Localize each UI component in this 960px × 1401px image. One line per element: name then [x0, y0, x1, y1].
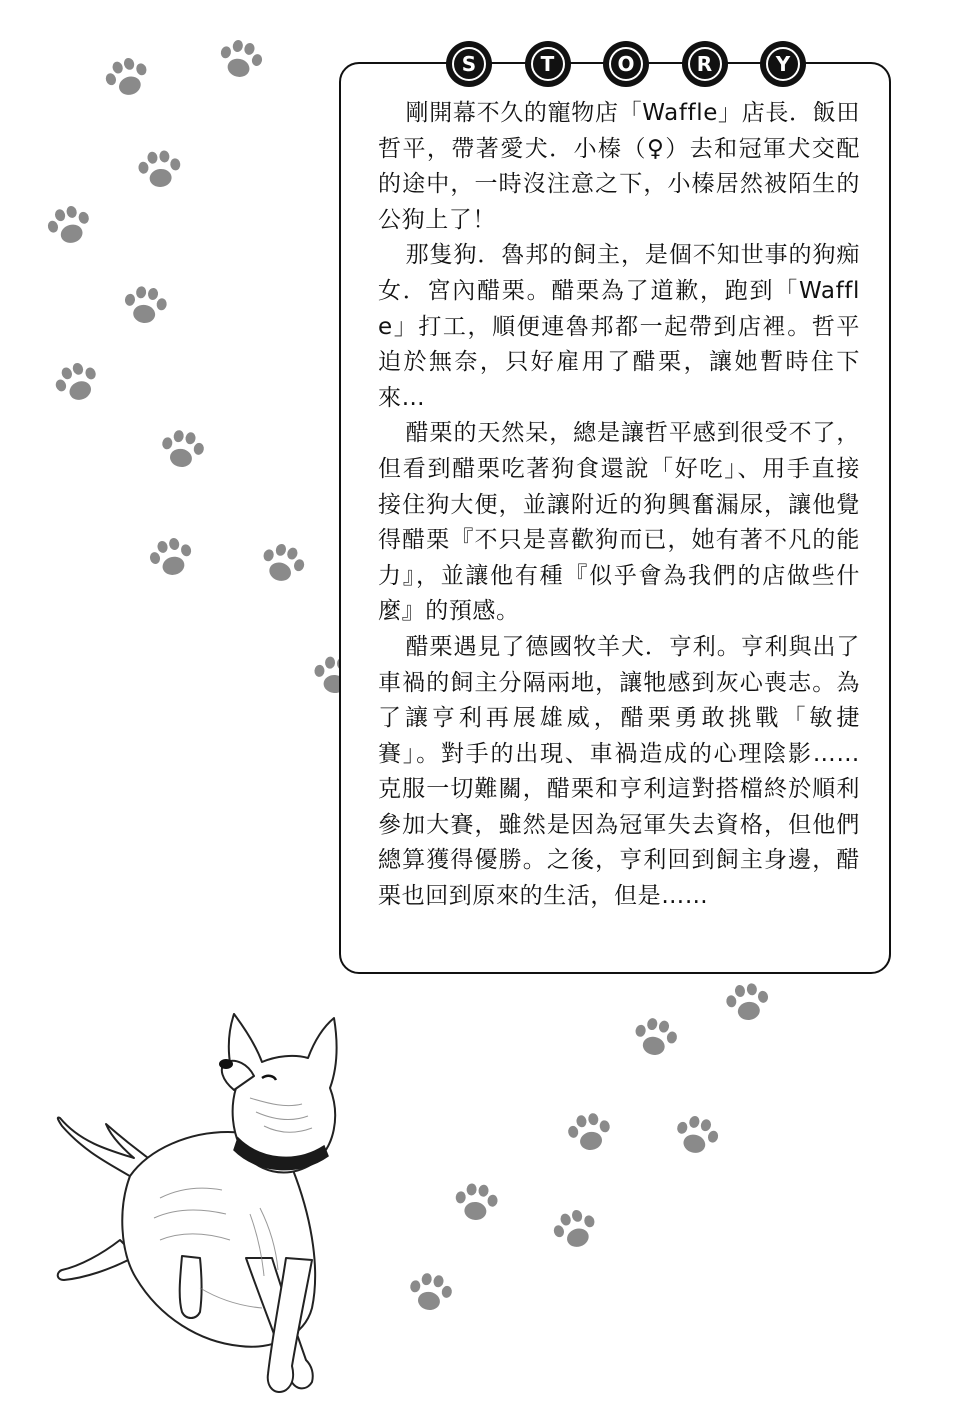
title-letter-r: R: [682, 41, 728, 87]
paw-print-icon: [216, 37, 265, 82]
paw-print-icon: [672, 1112, 722, 1158]
paw-print-icon: [454, 1182, 500, 1222]
dog-illustration: [50, 1008, 370, 1398]
paw-print-icon: [51, 358, 103, 407]
dog-hind-foot: [180, 1256, 202, 1318]
paw-print-icon: [550, 1206, 601, 1253]
title-letter-o: O: [603, 41, 649, 87]
paw-print-icon: [257, 540, 308, 587]
title-letter-y: Y: [760, 41, 806, 87]
paw-print-icon: [631, 1015, 680, 1059]
paw-print-icon: [724, 981, 771, 1022]
story-paragraph-1: 剛開幕不久的寵物店「Waffle」店長．飯田哲平，帶著愛犬．小榛（♀）去和冠軍犬交配的途中，一時沒注意之下，小榛居然被陌生的公狗上了！: [378, 100, 860, 233]
paw-print-icon: [159, 428, 207, 471]
story-title: [446, 40, 806, 88]
paw-print-icon: [147, 535, 196, 580]
story-text: [378, 96, 860, 915]
paw-print-icon: [137, 149, 183, 189]
paw-print-icon: [566, 1111, 614, 1154]
story-paragraph-2: 那隻狗．魯邦的飼主，是個不知世事的狗痴女．宮內醋栗。醋栗為了道歉，跑到「Waffle」打工，順便連魯邦都一起帶到店裡。哲平迫於無奈，只好雇用了醋栗，讓她暫時住下來…: [378, 242, 860, 411]
story-paragraph-4: 醋栗遇見了德國牧羊犬．亨利。亨利與出了車禍的飼主分隔兩地，讓牠感到灰心喪志。為了讓亨利再展雄威，醋栗勇敢挑戰「敏捷賽」。對手的出現、車禍造成的心理陰影……克服一切難關，醋栗和亨利這對搭檔終於順利參加大賽，雖然是因為冠軍失去資格，但他們總算獲得優勝。之後，亨利回到飼主身邊，醋栗也回到原來的生活，但是……: [378, 633, 860, 910]
title-letter-t: T: [525, 41, 571, 87]
paw-print-icon: [102, 54, 153, 101]
title-letter-s: S: [446, 41, 492, 87]
paw-print-icon: [122, 284, 169, 325]
paw-print-icon: [44, 202, 94, 248]
paw-print-icon: [407, 1271, 455, 1314]
dog-nose: [219, 1059, 233, 1069]
story-paragraph-3: 醋栗的天然呆，總是讓哲平感到很受不了，但看到醋栗吃著狗食還說「好吃」、用手直接接住狗大便，並讓附近的狗興奮漏尿，讓他覺得醋栗『不只是喜歡狗而已，她有著不凡的能力』，並讓他有種『似乎會為我們的店做些什麼』的預感。: [378, 420, 860, 625]
